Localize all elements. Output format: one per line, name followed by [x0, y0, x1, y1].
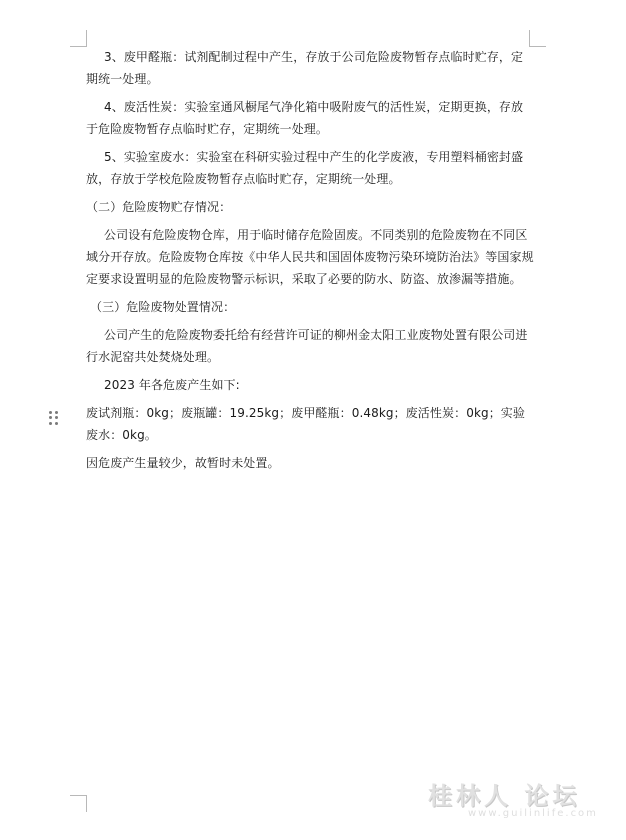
forum-watermark — [420, 772, 598, 828]
paragraph-storage-details[interactable]: 公司设有危险废物仓库，用于临时储存危险固废。不同类别的危险废物在不同区域分开存放。危险废物仓库按《中华人民共和国固体废物污染环境防治法》等国家规定要求设置明显的危险废物警示标识，采取了必要的防水、防盗、放渗漏等措施。 — [86, 228, 534, 286]
paragraph-2023-waste-quantities[interactable]: 废试剂瓶：0kg；废瓶罐：19.25kg；废甲醛瓶：0.48kg；废活性炭：0kg；实验废水：0kg。 — [86, 406, 526, 442]
paragraph-not-disposed-note[interactable]: 因危废产生量较少，故暂时未处置。 — [86, 456, 280, 470]
paragraph-waste-formaldehyde-bottle[interactable]: 3、废甲醛瓶：试剂配制过程中产生，存放于公司危险废物暂存点临时贮存，定期统一处理。 — [86, 50, 524, 86]
crop-mark-top-left — [70, 30, 87, 47]
crop-mark-top-right — [529, 30, 546, 47]
paragraph-lab-wastewater[interactable]: 5、实验室废水：实验室在科研实验过程中产生的化学废液，专用塑料桶密封盛放，存放于学校危险废物暂存点临时贮存，定期统一处理。 — [86, 150, 524, 186]
paragraph-2023-summary-label[interactable]: 2023 年各危废产生如下: — [104, 378, 240, 392]
paragraph-drag-handle-icon[interactable] — [49, 411, 59, 425]
heading-disposal-status[interactable]: （三）危险废物处置情况： — [90, 300, 236, 314]
document-body[interactable] — [86, 46, 534, 480]
paragraph-disposal-details[interactable]: 公司产生的危险废物委托给有经营许可证的柳州金太阳工业废物处置有限公司进行水泥窑共处焚烧处理。 — [86, 328, 528, 364]
paragraph-waste-activated-carbon[interactable]: 4、废活性炭：实验室通风橱尾气净化箱中吸附废气的活性炭，定期更换，存放于危险废物暂存点临时贮存，定期统一处理。 — [86, 100, 524, 136]
watermark-text: 桂林人 论坛 — [428, 781, 581, 810]
crop-mark-bottom-left — [70, 795, 87, 812]
heading-storage-status[interactable]: （二）危险废物贮存情况： — [86, 200, 232, 214]
watermark-url: www.guilinlife.com — [468, 808, 598, 819]
